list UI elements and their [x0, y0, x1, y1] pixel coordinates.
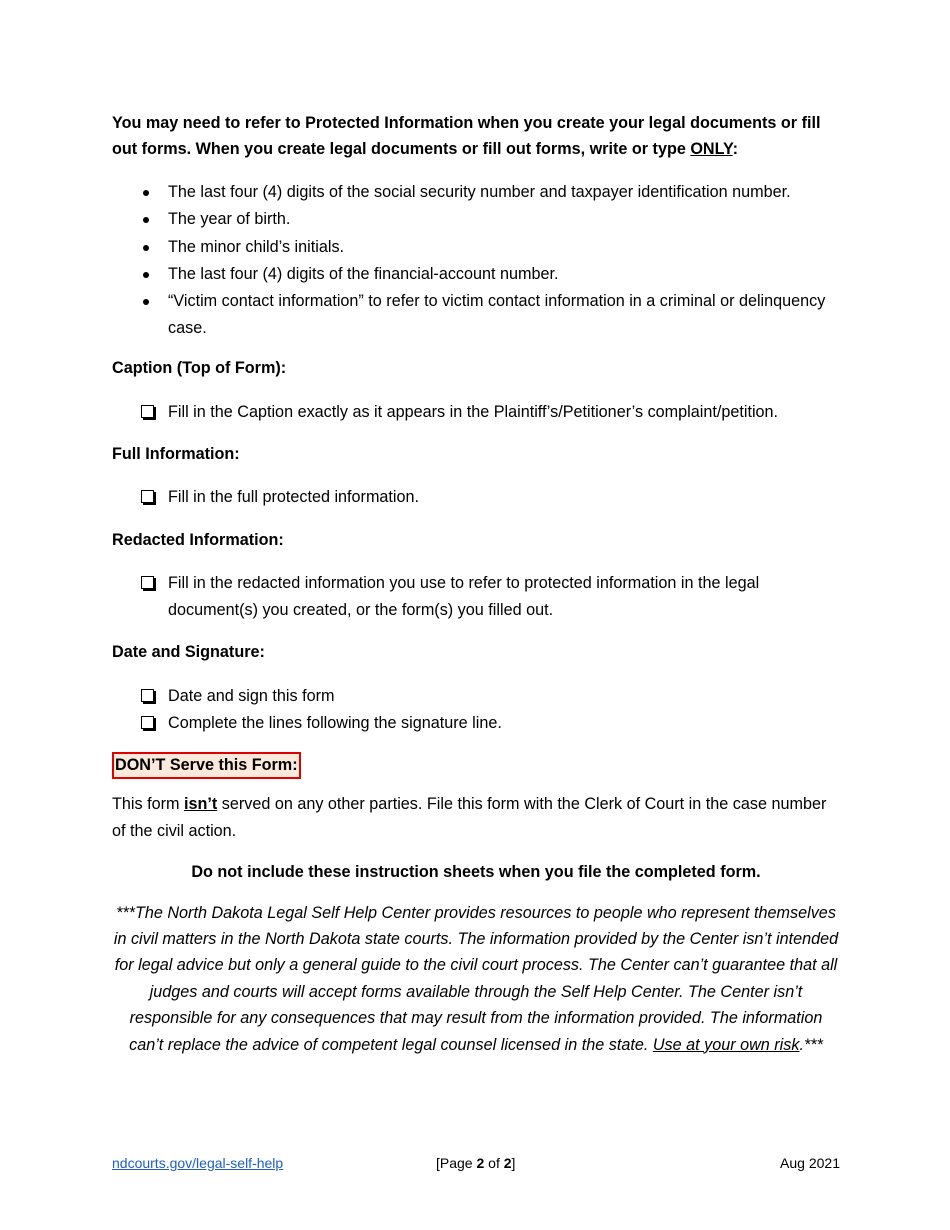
section-heading-date-signature: Date and Signature:	[112, 643, 265, 662]
list-item: The last four (4) digits of the social security number and taxpayer identification number.	[112, 179, 840, 205]
checklist-item: Fill in the Caption exactly as it appears in the Plaintiff’s/Petitioner’s complaint/petition.	[112, 399, 840, 425]
redacted-information-checklist	[112, 570, 840, 623]
intro-paragraph	[112, 110, 840, 163]
bullet-icon	[143, 190, 149, 196]
list-item: The year of birth.	[112, 206, 840, 232]
full-information-checklist	[112, 484, 840, 510]
bullet-icon	[143, 217, 149, 223]
section-heading-redacted-information: Redacted Information:	[112, 530, 284, 549]
caption-checklist	[112, 399, 840, 425]
bullet-icon	[143, 245, 149, 251]
checklist-item: Fill in the redacted information you use to refer to protected information in the legal document(s) you created, or the form(s) you filled out.	[112, 570, 840, 623]
intro-only-emphasis: ONLY	[690, 140, 733, 159]
date-signature-checklist	[112, 683, 840, 737]
document-page	[112, 110, 840, 1058]
intro-colon: :	[732, 140, 739, 159]
section-heading-caption: Caption (Top of Form):	[112, 359, 287, 378]
footer-link[interactable]: ndcourts.gov/legal-self-help	[112, 1155, 284, 1171]
dont-serve-warning-label: DON’T Serve this Form:	[112, 752, 301, 779]
list-item: The minor child’s initials.	[112, 234, 840, 260]
bullet-icon	[143, 299, 149, 305]
protected-info-list	[112, 179, 840, 341]
checkbox-icon	[141, 689, 154, 702]
instruction-sheet-note: Do not include these instruction sheets when you file the completed form.	[191, 863, 761, 882]
list-item: The last four (4) digits of the financial-account number.	[112, 261, 840, 287]
bullet-icon	[143, 272, 149, 278]
checkbox-icon	[141, 576, 154, 589]
section-heading-full-information: Full Information:	[112, 445, 240, 464]
list-item: “Victim contact information” to refer to victim contact information in a criminal or delinquency case.	[112, 288, 840, 341]
checkbox-icon	[141, 405, 154, 418]
footer-date: Aug 2021	[780, 1155, 840, 1171]
checkbox-icon	[141, 490, 154, 503]
dont-serve-paragraph: This form isn’t served on any other parties. File this form with the Clerk of Court in the case number of the civil action.	[112, 795, 827, 840]
disclaimer-paragraph: ***The North Dakota Legal Self Help Center provides resources to people who represent themselves in civil matters in the North Dakota state courts. The information provided by the Center isn’t intended for legal advice but only a general guide to the civil court process. The Center can’t guarantee that all judges and courts will accept forms available through the Self Help Center. The Center isn’t responsible for any consequences that may result from the information provided. The information can’t replace the advice of competent legal counsel licensed in the state. Use at your own risk.***	[113, 903, 839, 1054]
page-number: [Page 2 of 2]	[436, 1155, 516, 1171]
isnt-emphasis: isn’t	[183, 795, 218, 814]
checklist-item: Fill in the full protected information.	[112, 484, 840, 510]
intro-text: You may need to refer to Protected Information when you create your legal documents or fill out forms. When you create legal documents or fill out forms, write or type	[112, 114, 821, 159]
checkbox-icon	[141, 716, 154, 729]
use-at-own-risk: Use at your own risk	[652, 1035, 800, 1054]
checklist-item: Complete the lines following the signature line.	[112, 710, 840, 736]
checklist-item: Date and sign this form	[112, 683, 840, 709]
